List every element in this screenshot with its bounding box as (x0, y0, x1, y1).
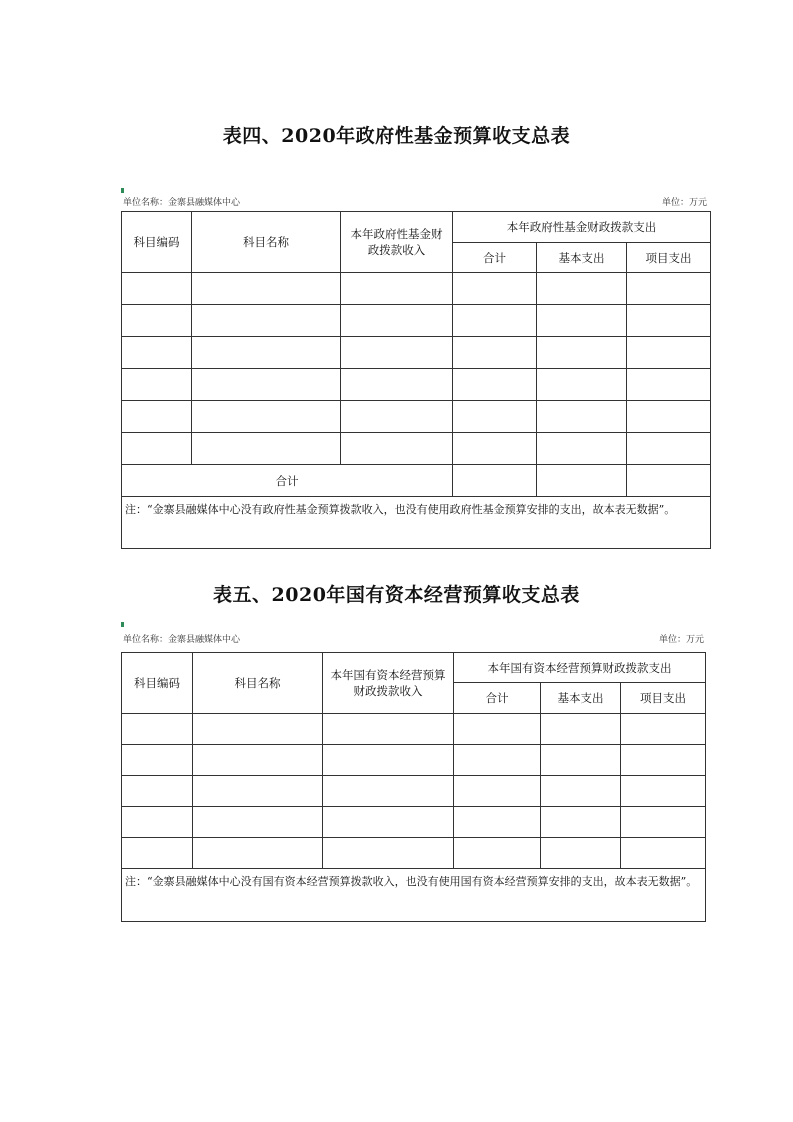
header-basic: 基本支出 (537, 243, 627, 273)
corner-mark-icon (121, 188, 124, 193)
table-row (122, 838, 706, 869)
header-basic: 基本支出 (541, 683, 621, 714)
table5-unit: 单位：万元 (658, 635, 704, 645)
table4 (121, 211, 711, 549)
corner-mark-icon (121, 622, 124, 627)
table-row (122, 807, 706, 838)
header-total: 合计 (453, 243, 537, 273)
header-income: 本年国有资本经营预算财政拨款收入 (323, 653, 454, 714)
table-row (122, 433, 711, 465)
table5-note: 注：“金寨县融媒体中心没有国有资本经营预算拨款收入，也没有使用国有资本经营预算安排的支出，故本表无数据”。 (122, 869, 706, 922)
table-row (122, 369, 711, 401)
header-code: 科目编码 (122, 653, 193, 714)
table4-unit-name: 单位名称：金寨县融媒体中心 (123, 198, 241, 208)
table4-note: 注：“金寨县融媒体中心没有政府性基金预算拨款收入，也没有使用政府性基金预算安排的支出，故本表无数据”。 (122, 497, 711, 549)
table4-unit: 单位：万元 (661, 198, 707, 208)
table5-unit-name: 单位名称：金寨县融媒体中心 (123, 635, 241, 645)
table-row (122, 273, 711, 305)
header-total: 合计 (454, 683, 541, 714)
total-label: 合计 (122, 465, 453, 497)
header-code: 科目编码 (122, 212, 192, 273)
total-row (122, 465, 711, 497)
header-expense-group: 本年政府性基金财政拨款支出 (453, 212, 711, 243)
table-row (122, 745, 706, 776)
header-project: 项目支出 (621, 683, 706, 714)
table-row (122, 776, 706, 807)
table5-title: 表五、2020年国有资本经营预算收支总表 (213, 584, 580, 606)
table4-title: 表四、2020年政府性基金预算收支总表 (222, 125, 571, 147)
header-project: 项目支出 (627, 243, 711, 273)
table-row (122, 305, 711, 337)
header-income: 本年政府性基金财政拨款收入 (341, 212, 453, 273)
table-row (122, 401, 711, 433)
table-row (122, 337, 711, 369)
header-expense-group: 本年国有资本经营预算财政拨款支出 (454, 653, 706, 683)
header-name: 科目名称 (193, 653, 323, 714)
header-name: 科目名称 (192, 212, 341, 273)
table-row (122, 714, 706, 745)
table5 (121, 652, 706, 922)
